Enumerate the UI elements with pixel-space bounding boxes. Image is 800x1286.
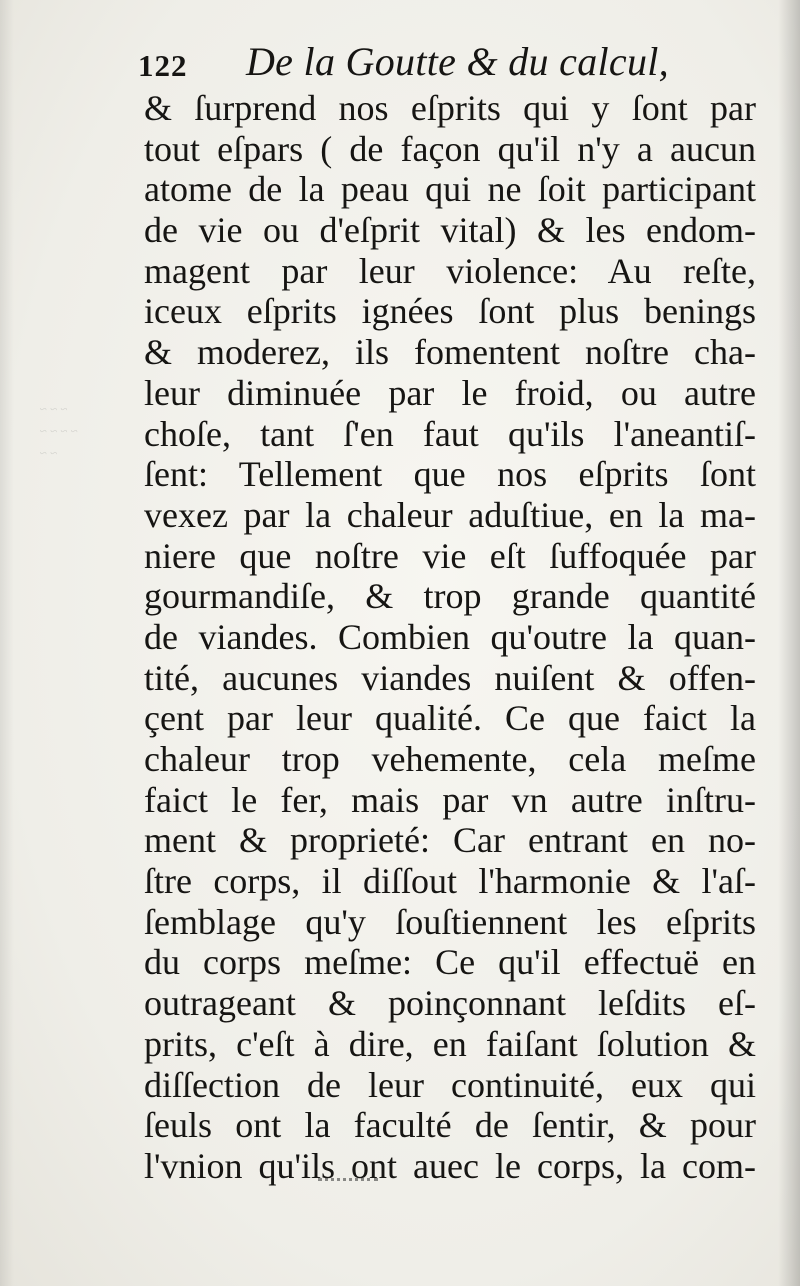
page-number: 122 — [138, 48, 188, 83]
running-title: De la Goutte & du calcul, — [246, 39, 669, 84]
text-line: faict le fer, mais par vn autre inſtru- — [144, 779, 756, 820]
text-line: tout eſpars ( de façon qu'il n'y a aucun — [144, 128, 756, 169]
text-line: ment & proprieté: Car entrant en no- — [144, 820, 756, 861]
text-line: ſeuls ont la faculté de ſentir, & pour — [144, 1105, 756, 1146]
text-line: l'vnion qu'ils ont auec le corps, la com- — [144, 1145, 756, 1186]
text-line: niere que noſtre vie eſt ſuffoquée par — [144, 535, 756, 576]
text-line: atome de la peau qui ne ſoit participant — [144, 169, 756, 210]
text-line: ſent: Tellement que nos eſprits ſont — [144, 454, 756, 495]
body-text — [144, 88, 756, 1187]
running-head — [138, 38, 669, 94]
text-line: & moderez, ils fomentent noſtre cha- — [144, 332, 756, 373]
text-line: iceux eſprits ignées ſont plus benings — [144, 291, 756, 332]
text-line: & ſurprend nos eſprits qui y ſont par — [144, 88, 756, 128]
text-line: çent par leur qualité. Ce que faict la — [144, 698, 756, 739]
text-line: du corps meſme: Ce qu'il effectuë en — [144, 942, 756, 983]
page-edge-left — [0, 0, 14, 1286]
text-line: diſſection de leur continuité, eux qui — [144, 1064, 756, 1105]
page-edge-right — [778, 0, 800, 1286]
text-line: prits, c'eſt à dire, en faiſant ſolution & — [144, 1023, 756, 1064]
catchword-mark — [318, 1178, 378, 1185]
text-line: leur diminuée par le froid, ou autre — [144, 372, 756, 413]
text-line: outrageant & poinçonnant leſdits eſ- — [144, 983, 756, 1024]
text-line: tité, aucunes viandes nuiſent & offen- — [144, 657, 756, 698]
text-line: chaleur trop vehemente, cela meſme — [144, 739, 756, 779]
show-through-margin-note: ~ ~ ~ ~ ~ ~ ~ ~ ~ — [40, 401, 78, 460]
text-line: magent par leur violence: Au reſte, — [144, 250, 756, 291]
text-line: gourmandiſe, & trop grande quantité — [144, 576, 756, 617]
text-line: de vie ou d'eſprit vital) & les endom- — [144, 210, 756, 251]
text-line: vexez par la chaleur aduſtiue, en la ma- — [144, 494, 756, 535]
text-line: ſemblage qu'y ſouſtiennent les eſprits — [144, 901, 756, 942]
text-line: ſtre corps, il diſſout l'harmonie & l'aſ- — [144, 861, 756, 902]
text-line: de viandes. Combien qu'outre la quan- — [144, 616, 756, 657]
text-line: choſe, tant ſ'en faut qu'ils l'aneantiſ- — [144, 413, 756, 454]
